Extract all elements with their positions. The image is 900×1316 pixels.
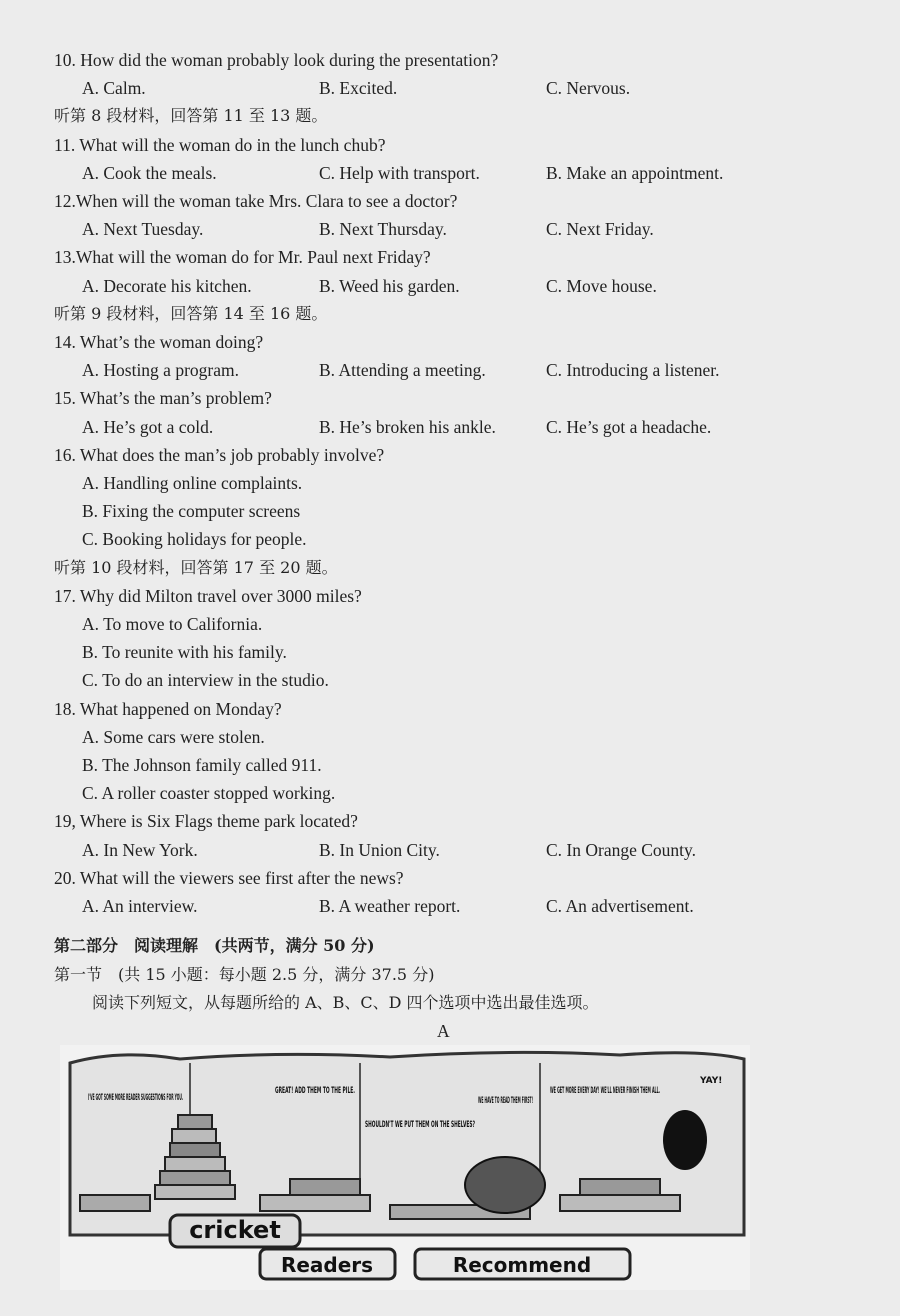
options-row bbox=[0, 836, 900, 864]
question-line bbox=[0, 695, 900, 723]
question-line bbox=[0, 864, 900, 892]
question-line bbox=[0, 131, 900, 159]
option-line bbox=[0, 497, 900, 525]
option-b: B. In Union City. bbox=[319, 839, 440, 860]
instruction-text: 听第 10 段材料，回答第 17 至 20 题。 bbox=[54, 557, 338, 577]
part-two-heading bbox=[0, 932, 900, 960]
options-row bbox=[0, 74, 900, 102]
bubble-6: YAY! bbox=[700, 1076, 723, 1086]
option-b: C. Help with transport. bbox=[319, 162, 480, 183]
question-text: 17. Why did Milton travel over 3000 miles? bbox=[54, 585, 362, 606]
passage-label: A bbox=[437, 1021, 450, 1041]
option-text: C. A roller coaster stopped working. bbox=[82, 783, 336, 804]
bubble-5: WE GET MORE EVERY DAY! WE'LL NEVER FINISH THEM ALL. bbox=[550, 1086, 660, 1096]
section-title: 第一节 (共 15 小题：每小题 2.5 分，满分 37.5 分) bbox=[54, 965, 435, 984]
option-a: A. Next Tuesday. bbox=[82, 219, 204, 240]
option-text: B. The Johnson family called 911. bbox=[82, 755, 322, 775]
question-line bbox=[0, 243, 900, 271]
option-a: A. Hosting a program. bbox=[82, 360, 239, 381]
option-c: C. Nervous. bbox=[546, 78, 631, 99]
question-text: 16. What does the man’s job probably involve? bbox=[54, 444, 385, 465]
option-c: C. An advertisement. bbox=[546, 896, 694, 916]
option-b: B. Weed his garden. bbox=[319, 275, 460, 296]
instruction-text: 听第 8 段材料，回答第 11 至 13 题。 bbox=[54, 106, 328, 126]
question-line bbox=[0, 46, 900, 74]
svg-text:Readers: Readers bbox=[280, 1253, 374, 1277]
option-a: A. Calm. bbox=[82, 78, 146, 99]
passage-label-line bbox=[0, 1017, 900, 1045]
bubble-2: GREAT! ADD THEM TO THE PILE. bbox=[275, 1086, 355, 1096]
option-a: A. Decorate his kitchen. bbox=[82, 275, 252, 296]
options-row bbox=[0, 159, 900, 187]
question-line bbox=[0, 807, 900, 835]
svg-text:cricket: cricket bbox=[189, 1216, 281, 1244]
option-a: A. In New York. bbox=[82, 839, 198, 860]
question-text: 19, Where is Six Flags theme park located? bbox=[54, 811, 358, 832]
options-row bbox=[0, 413, 900, 441]
instruction-text: 听第 9 段材料，回答第 14 至 16 题。 bbox=[54, 303, 328, 323]
cricket-readers-recommend-cartoon bbox=[60, 1045, 750, 1290]
bubble-3: SHOULDN'T WE PUT THEM ON THE SHELVES? bbox=[365, 1120, 475, 1130]
option-text: A. Handling online complaints. bbox=[82, 473, 303, 493]
option-line bbox=[0, 525, 900, 553]
options-row bbox=[0, 892, 900, 920]
option-c: C. Introducing a listener. bbox=[546, 360, 720, 381]
option-line bbox=[0, 469, 900, 497]
question-text: 18. What happened on Monday? bbox=[54, 698, 282, 719]
option-text: A. Some cars were stolen. bbox=[82, 726, 265, 747]
question-text: 10. How did the woman probably look during the presentation? bbox=[54, 50, 499, 70]
option-text: B. To reunite with his family. bbox=[82, 642, 287, 663]
question-text: 15. What’s the man’s problem? bbox=[54, 388, 272, 409]
option-text: C. Booking holidays for people. bbox=[82, 529, 307, 550]
option-b: B. Next Thursday. bbox=[319, 219, 447, 240]
option-b: B. He’s broken his ankle. bbox=[319, 416, 496, 437]
question-text: 12.When will the woman take Mrs. Clara to see a doctor? bbox=[54, 191, 458, 211]
question-line bbox=[0, 582, 900, 610]
option-a: A. An interview. bbox=[82, 896, 198, 916]
option-c: C. Move house. bbox=[546, 275, 657, 296]
option-line bbox=[0, 779, 900, 807]
listening-section-instruction bbox=[0, 102, 900, 130]
question-text: 20. What will the viewers see first after the news? bbox=[54, 867, 404, 888]
option-b: B. Attending a meeting. bbox=[319, 360, 486, 381]
readers-recommend-banner bbox=[260, 1249, 630, 1279]
option-line bbox=[0, 638, 900, 666]
option-line bbox=[0, 751, 900, 779]
instruction-text: 阅读下列短文，从每题所给的 A、B、C、D 四个选项中选出最佳选项。 bbox=[92, 993, 599, 1012]
question-text: 13.What will the woman do for Mr. Paul next Friday? bbox=[54, 247, 431, 268]
option-line bbox=[0, 666, 900, 694]
options-row bbox=[0, 215, 900, 243]
option-line bbox=[0, 610, 900, 638]
cricket-logo bbox=[170, 1215, 300, 1247]
character-reading bbox=[465, 1157, 545, 1213]
reading-instruction bbox=[0, 989, 900, 1017]
option-c: C. Next Friday. bbox=[546, 219, 654, 240]
option-b: B. A weather report. bbox=[319, 896, 461, 916]
options-row bbox=[0, 356, 900, 384]
option-text: C. To do an interview in the studio. bbox=[82, 670, 329, 691]
option-text: A. To move to California. bbox=[82, 614, 263, 634]
question-line bbox=[0, 328, 900, 356]
question-line bbox=[0, 187, 900, 215]
listening-section-instruction bbox=[0, 300, 900, 328]
question-line bbox=[0, 441, 900, 469]
option-a: A. He’s got a cold. bbox=[82, 416, 214, 437]
option-c: C. In Orange County. bbox=[546, 839, 697, 860]
svg-text:Recommend: Recommend bbox=[452, 1253, 592, 1277]
option-a: A. Cook the meals. bbox=[82, 162, 217, 183]
question-line bbox=[0, 384, 900, 412]
options-row bbox=[0, 272, 900, 300]
question-text: 14. What’s the woman doing? bbox=[54, 332, 264, 352]
listening-section-instruction bbox=[0, 554, 900, 582]
bubble-1: I'VE GOT SOME MORE READER SUGGESTIONS FOR YOU. bbox=[88, 1093, 183, 1103]
option-b: B. Excited. bbox=[319, 78, 398, 99]
option-c: C. He’s got a headache. bbox=[546, 416, 712, 437]
section-one-heading bbox=[0, 961, 900, 989]
question-text: 11. What will the woman do in the lunch chub? bbox=[54, 134, 386, 155]
option-text: B. Fixing the computer screens bbox=[82, 501, 301, 522]
part-title: 第二部分 阅读理解 (共两节，满分 50 分) bbox=[54, 936, 375, 955]
bubble-4: WE HAVE TO READ THEM FIRST! bbox=[478, 1096, 533, 1106]
option-c: B. Make an appointment. bbox=[546, 162, 724, 183]
character-cricket bbox=[663, 1110, 707, 1170]
option-line bbox=[0, 723, 900, 751]
